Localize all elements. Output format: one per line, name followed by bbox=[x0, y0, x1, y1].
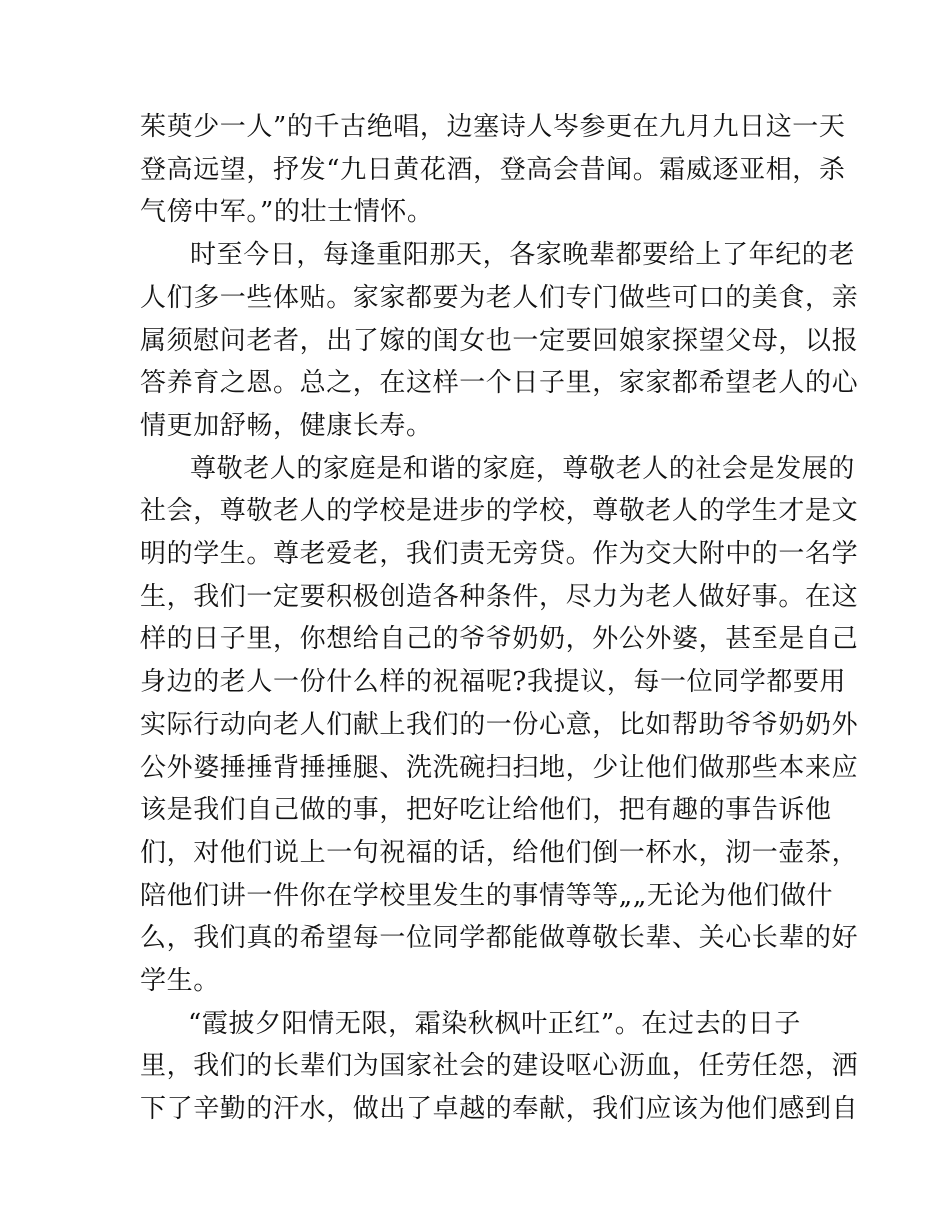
paragraph-2 bbox=[140, 234, 859, 448]
text-line: 情更加舒畅，健康长寿。 bbox=[140, 410, 433, 441]
text-line: 陪他们讲一件你在学校里发生的事情等等„„无论为他们做什 bbox=[140, 880, 834, 911]
text-line: 么，我们真的希望每一位同学都能做尊敬长辈、关心长辈的好 bbox=[140, 923, 859, 954]
text-line: 实际行动向老人们献上我们的一份心意，比如帮助爷爷奶奶外 bbox=[140, 709, 859, 740]
text-line: 下了辛勤的汗水，做出了卓越的奉献，我们应该为他们感到自 bbox=[140, 1094, 859, 1125]
text-line: 们，对他们说上一句祝福的话，给他们倒一杯水，沏一壶茶， bbox=[140, 837, 859, 868]
text-line: 身边的老人一份什么样的祝福呢?我提议，每一位同学都要用 bbox=[140, 667, 847, 698]
text-line: 茱萸少一人”的千古绝唱，边塞诗人岑参更在九月九日这一天 bbox=[140, 112, 846, 142]
text-line: 该是我们自己做的事，把好吃让给他们，把有趣的事告诉他 bbox=[140, 795, 832, 826]
text-line: “霞披夕阳情无限，霜染秋枫叶正红”。在过去的日子 bbox=[188, 1008, 801, 1039]
text-line: 公外婆捶捶背捶捶腿、洗洗碗扫扫地，少让他们做那些本来应 bbox=[140, 752, 859, 783]
text-line: 生，我们一定要积极创造各种条件，尽力为老人做好事。在这 bbox=[140, 581, 859, 612]
paragraph-4 bbox=[140, 1003, 859, 1131]
text-line: 答养育之恩。总之，在这样一个日子里，家家都希望老人的心 bbox=[140, 368, 859, 399]
text-line: 里，我们的长辈们为国家社会的建设呕心沥血，任劳任怨，洒 bbox=[140, 1051, 859, 1082]
text-line: 气傍中军。”的壮士情怀。 bbox=[140, 197, 434, 228]
text-line: 属须慰问老者，出了嫁的闺女也一定要回娘家探望父母，以报 bbox=[140, 325, 859, 356]
text-line: 学生。 bbox=[140, 966, 220, 997]
paragraph-3 bbox=[140, 448, 859, 1003]
document-body bbox=[140, 106, 859, 1131]
text-line: 时至今日，每逢重阳那天，各家晚辈都要给上了年纪的老 bbox=[190, 240, 856, 271]
text-line: 样的日子里，你想给自己的爷爷奶奶，外公外婆，甚至是自己 bbox=[140, 624, 859, 655]
paragraph-1 bbox=[140, 106, 846, 234]
text-line: 社会，尊敬老人的学校是进步的学校，尊敬老人的学生才是文 bbox=[140, 496, 859, 527]
text-line: 明的学生。尊老爱老，我们责无旁贷。作为交大附中的一名学 bbox=[140, 539, 859, 570]
text-line: 人们多一些体贴。家家都要为老人们专门做些可口的美食，亲 bbox=[140, 282, 859, 313]
text-line: 尊敬老人的家庭是和谐的家庭，尊敬老人的社会是发展的 bbox=[190, 453, 856, 484]
text-line: 登高远望，抒发“九日黄花酒，登高会昔闻。霜威逐亚相，杀 bbox=[140, 154, 846, 185]
